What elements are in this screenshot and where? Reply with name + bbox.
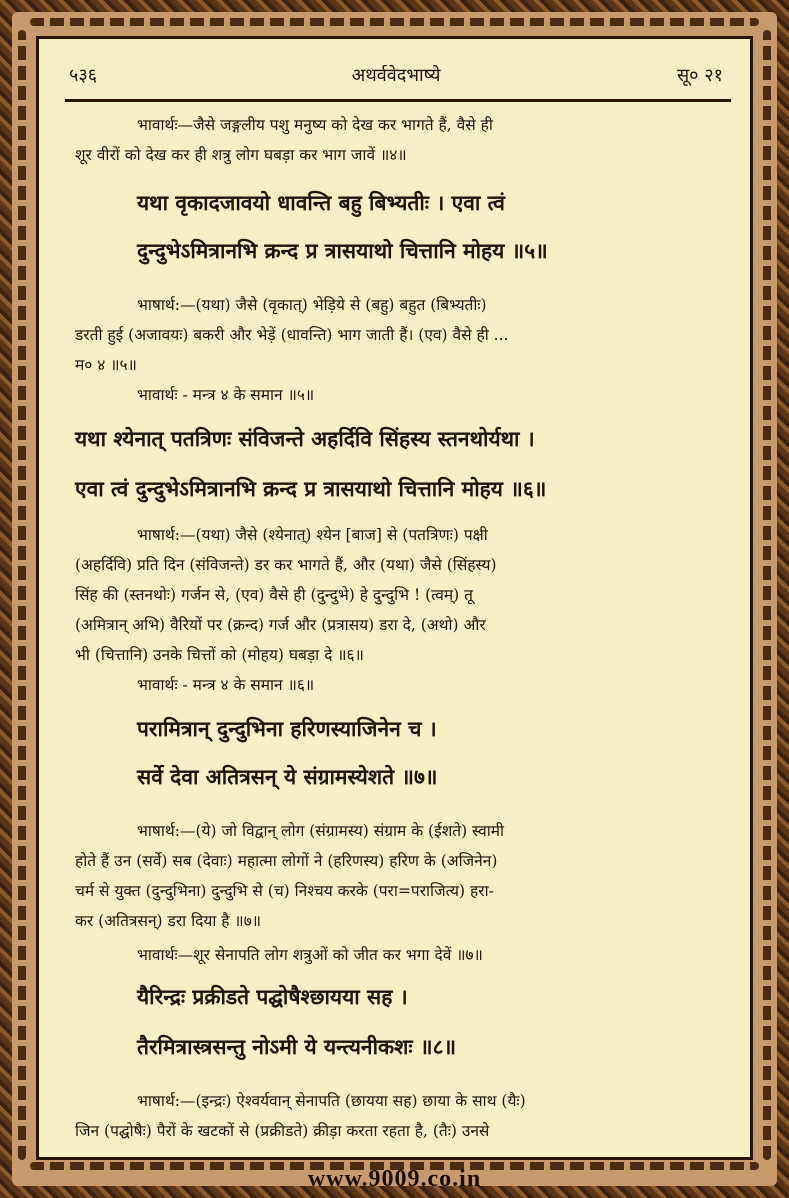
mantra-line: सर्वे देवा अतित्रसन् ये संग्रामस्येशते ॥७॥ xyxy=(137,764,438,789)
text-line: शूर वीरों को देख कर ही शत्रु लोग घबड़ा कर भाग जावें ॥४॥ xyxy=(75,146,407,164)
text-line: कर (अतित्रसन्) डरा दिया है ॥७॥ xyxy=(75,912,262,930)
header-rule xyxy=(65,99,731,102)
text-line: भाषार्थ:—(इन्द्रः) ऐश्वर्यवान् सेनापति (छायया सह) छाया के साथ (यैः) xyxy=(137,1092,526,1110)
text-line: (अमित्रान् अभि) वैरियों पर (क्रन्द) गर्ज और (प्रत्रासय) डरा दे, (अथो) और xyxy=(75,616,486,634)
text-line: सिंह की (स्तनथोः) गर्जन से, (एव) वैसे ही (दुन्दुभे) हे दुन्दुभि ! (त्वम्) तू xyxy=(75,586,473,604)
text-line: भाषार्थ:—(ये) जो विद्वान् लोग (संग्रामस्य) संग्राम के (ईशते) स्वामी xyxy=(137,822,504,840)
mantra-line: एवा त्वं दुन्दुभेऽमित्रानभि क्रन्द प्र त्रासयाथो चित्तानि मोहय ॥६॥ xyxy=(75,476,547,501)
text-line: भावार्थः—जैसे जङ्गलीय पशु मनुष्य को देख कर भागते हैं, वैसे ही xyxy=(137,116,493,134)
text-line: (अहर्दिवि) प्रति दिन (संविजन्ते) डर कर भागते हैं, और (यथा) जैसे (सिंहस्य) xyxy=(75,556,497,574)
mantra-line: तैरमित्रास्त्रसन्तु नोऽमी ये यन्त्यनीकशः ॥८॥ xyxy=(137,1034,457,1059)
border-scroll-left xyxy=(18,30,26,1160)
mantra-line: परामित्रान् दुन्दुभिना हरिणस्याजिनेन च । xyxy=(137,716,437,741)
border-scroll-top xyxy=(30,18,759,26)
page-header xyxy=(61,59,731,89)
scanned-page xyxy=(36,36,753,1160)
text-line: जिन (पद्घोषैः) पैरों के खटकों से (प्रक्रीडते) क्रीड़ा करता रहता है, (तैः) उनसे xyxy=(75,1122,490,1140)
text-line: चर्म से युक्त (दुन्दुभिना) दुन्दुभि से (च) निश्चय करके (परा=पराजित्य) हरा- xyxy=(75,882,494,900)
site-watermark: www.9009.co.in xyxy=(307,1166,482,1192)
text-line: भावार्थः - मन्त्र ४ के समान ॥५॥ xyxy=(137,386,315,404)
text-line: भाषार्थ:—(यथा) जैसे (वृकात्) भेड़िये से (बहु) बहुत (बिभ्यतीः) xyxy=(137,296,487,314)
mantra-line: यथा वृकादजावयो धावन्ति बहु बिभ्यतीः । एवा त्वं xyxy=(137,190,505,215)
text-line: भाषार्थ:—(यथा) जैसे (श्येनात्) श्येन [बाज] से (पतत्रिणः) पक्षी xyxy=(137,526,488,544)
text-line: भी (चित्तानि) उनके चित्तों को (मोहय) घबड़ा दे ॥६॥ xyxy=(75,646,364,664)
page-number: ५३६ xyxy=(69,65,98,86)
mantra-line: यैरिन्द्रः प्रक्रीडते पद्घोषैश्छायया सह । xyxy=(137,984,408,1009)
text-line: भावार्थः - मन्त्र ४ के समान ॥६॥ xyxy=(137,676,315,694)
text-line: भावार्थः—शूर सेनापति लोग शत्रुओं को जीत कर भगा देवें ॥७॥ xyxy=(137,946,483,964)
mantra-line: दुन्दुभेऽमित्रानभि क्रन्द प्र त्रासयाथो चित्तानि मोहय ॥५॥ xyxy=(137,238,548,263)
sukta-label: सू० २१ xyxy=(677,65,723,86)
border-scroll-right xyxy=(763,30,771,1160)
book-title: अथर्ववेदभाष्ये xyxy=(351,65,441,86)
text-line: म० ४ ॥५॥ xyxy=(75,356,137,374)
text-line: होते हैं उन (सर्वे) सब (देवाः) महात्मा लोगों ने (हरिणस्य) हरिण के (अजिनेन) xyxy=(75,852,498,870)
text-line: डरती हुई (अजावयः) बकरी और भेड़ें (धावन्ति) भाग जाती हैं। (एव) वैसे ही ... xyxy=(75,326,509,344)
mantra-line: यथा श्येनात् पतत्रिणः संविजन्ते अहर्दिवि सिंहस्य स्तनथोर्यथा । xyxy=(75,426,535,451)
